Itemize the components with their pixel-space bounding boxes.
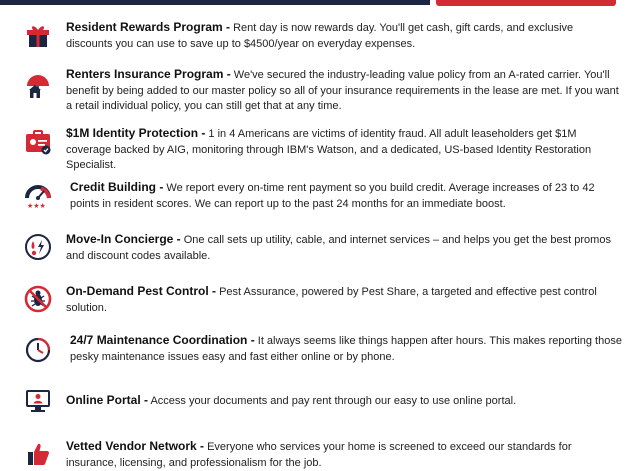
computer-user-icon [24,387,52,415]
top-banner [0,0,640,8]
benefit-title: Online Portal - [66,393,149,407]
benefit-description: We've secured the industry-leading value policy from an A-rated carrier. You'll benefit by being added to our master policy so all of your insurance requirements in the lease are met. If you want a retail individual policy, you can still get that at any time. [66,69,619,112]
benefit-text [70,333,626,365]
benefit-title: 24/7 Maintenance Coordination - [70,333,255,347]
benefit-description: Rent day is now rewards day. You'll get cash, gift cards, and exclusive discounts you can use to save up to $4500/year on everyday expenses. [66,22,574,50]
gift-icon [24,22,52,50]
credit-gauge-icon [24,181,52,209]
benefit-text [66,284,622,316]
benefit-description: It always seems like things happen after hours. This makes reporting those pesky maintenance issues easy and fast either online or by phone. [70,335,622,363]
benefit-description: We report every on-time rent payment so you build credit. Average increases of 23 to 42 points in resident scores. We can report up to the past 24 months for an immediate boost. [70,182,595,210]
thumbs-up-icon [24,440,52,468]
banner-dark-bar [0,0,430,5]
benefit-text [66,393,622,410]
utilities-icon [24,233,52,261]
benefit-title: Resident Rewards Program - [66,20,231,34]
umbrella-house-icon [24,73,52,101]
benefit-text [70,180,626,212]
benefit-description: 1 in 4 Americans are victims of identity fraud. All adult leaseholders get $1M coverage backed by AIG, monitoring through IBM's Watson, and a dedicated, US-based Identity Restoration Specialist. [66,128,592,171]
benefit-text [66,126,622,174]
benefit-description: Access your documents and pay rent through our easy to use online portal. [148,395,517,407]
benefit-title: $1M Identity Protection - [66,126,206,140]
benefit-title: Move-In Concierge - [66,232,181,246]
svg-text:★★★: ★★★ [27,202,46,209]
clock-icon [24,336,52,364]
benefit-description: One call sets up utility, cable, and internet services – and helps you get the best promos and discount codes available. [66,234,611,262]
benefit-text [66,232,622,264]
benefit-text [66,20,622,52]
benefit-title: Renters Insurance Program - [66,67,231,81]
benefit-description: Pest Assurance, powered by Pest Share, a targeted and effective pest control solution. [66,286,597,314]
id-badge-icon [24,128,52,156]
benefit-text [66,67,622,115]
benefit-title: On-Demand Pest Control - [66,284,217,298]
benefit-title: Vetted Vendor Network - [66,439,205,453]
benefit-title: Credit Building - [70,180,164,194]
no-bug-icon [24,285,52,313]
banner-red-tab [436,0,616,6]
benefit-text [66,439,622,471]
benefit-description: Everyone who services your home is screened to exceed our standards for insurance, licensing, and professionalism for the job. [66,441,572,469]
